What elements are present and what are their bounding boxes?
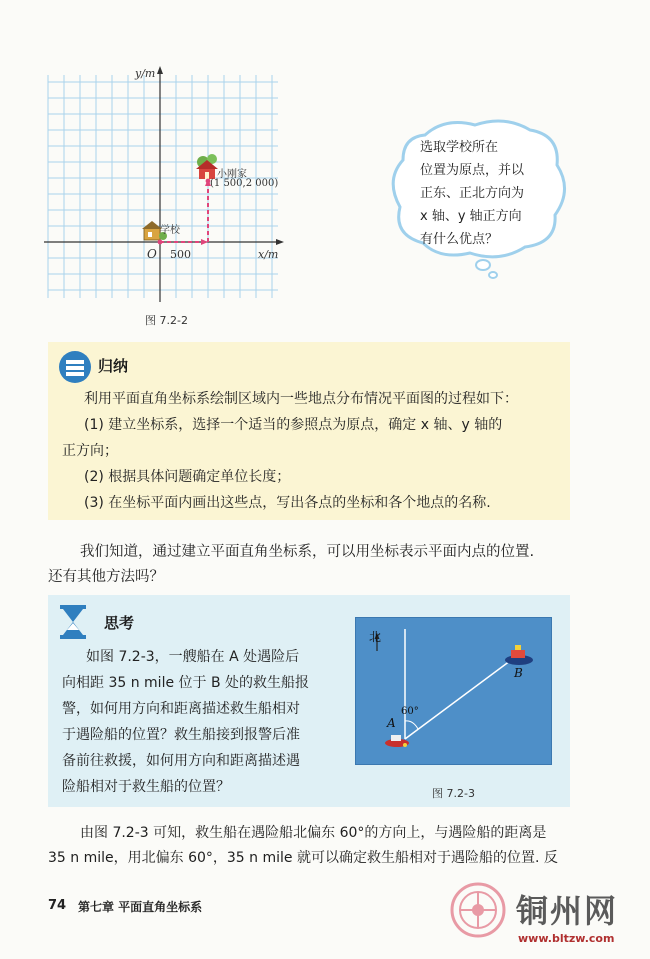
tick-label-500: 500: [170, 248, 191, 261]
books-icon: [58, 350, 92, 384]
body-paragraph-line: 由图 7.2-3 可知，救生船在遇险船北偏东 60°的方向上，与遇险船的距离是: [80, 825, 547, 841]
cloud-line: 有什么优点？: [420, 232, 499, 247]
think-line: 警，如何用方向和距离描述救生船相对: [62, 701, 300, 717]
home-coordinate: (1 500,2 000): [210, 178, 279, 189]
watermark-seal-icon: [448, 880, 508, 940]
rescue-map-figure: [355, 617, 552, 765]
figure-7-2-3-caption: 图 7.2-3: [432, 787, 475, 800]
point-a-label: A: [387, 716, 396, 730]
think-line: 如图 7.2-3，一艘船在 A 处遇险后: [86, 649, 300, 665]
summary-line: 正方向；: [62, 443, 118, 459]
summary-line: (3) 在坐标平面内画出这些点，写出各点的坐标和各个地点的名称.: [84, 495, 491, 511]
think-line: 备前往救援，如何用方向和距离描述遇: [62, 753, 300, 769]
cloud-line: x 轴、y 轴正方向: [420, 209, 522, 224]
origin-label: O: [147, 247, 157, 261]
page-number: 74: [48, 898, 67, 913]
cloud-question: [420, 136, 550, 251]
summary-line: (2) 根据具体问题确定单位长度；: [84, 469, 291, 485]
think-line: 险船相对于救生船的位置？: [62, 779, 230, 795]
angle-label: 60°: [401, 706, 419, 717]
summary-line: 利用平面直角坐标系绘制区域内一些地点分布情况平面图的过程如下：: [84, 391, 518, 407]
home-label: 小刚家: [217, 169, 247, 180]
y-axis-label: y/m: [135, 67, 156, 80]
cloud-line: 正东、正北方向为: [420, 186, 525, 201]
body-paragraph-line: 我们知道，通过建立平面直角坐标系，可以用坐标表示平面内点的位置.: [80, 544, 535, 560]
figure-7-2-2-caption: 图 7.2-2: [145, 314, 188, 327]
body-paragraph-line: 还有其他方法吗？: [48, 569, 164, 585]
x-axis-label: x/m: [258, 248, 279, 261]
think-line: 向相距 35 n mile 位于 B 处的救生船报: [62, 675, 310, 691]
hourglass-icon: [58, 604, 88, 640]
summary-line: (1) 建立坐标系，选择一个适当的参照点为原点，确定 x 轴、y 轴的: [84, 417, 503, 433]
home-icon: [196, 154, 218, 179]
school-label: 学校: [160, 225, 180, 236]
x-axis-arrow: [276, 239, 284, 245]
cloud-line: 选取学校所在: [420, 140, 499, 155]
think-line: 于遇险船的位置？救生船接到报警后准: [62, 727, 300, 743]
chapter-title: 第七章 平面直角坐标系: [78, 900, 203, 914]
think-title: 思考: [104, 614, 135, 632]
cloud-line: 位置为原点，并以: [420, 163, 525, 178]
watermark-name: 铜州网: [516, 892, 619, 930]
body-paragraph-line: 35 n mile，用北偏东 60°，35 n mile 就可以确定救生船相对于遇险船的位置. 反: [48, 850, 558, 866]
north-label: 北: [369, 630, 382, 644]
summary-title: 归纳: [98, 357, 129, 375]
y-axis-arrow: [157, 66, 163, 74]
watermark-url: www.bltzw.com: [518, 932, 615, 945]
point-b-label: B: [514, 666, 523, 680]
